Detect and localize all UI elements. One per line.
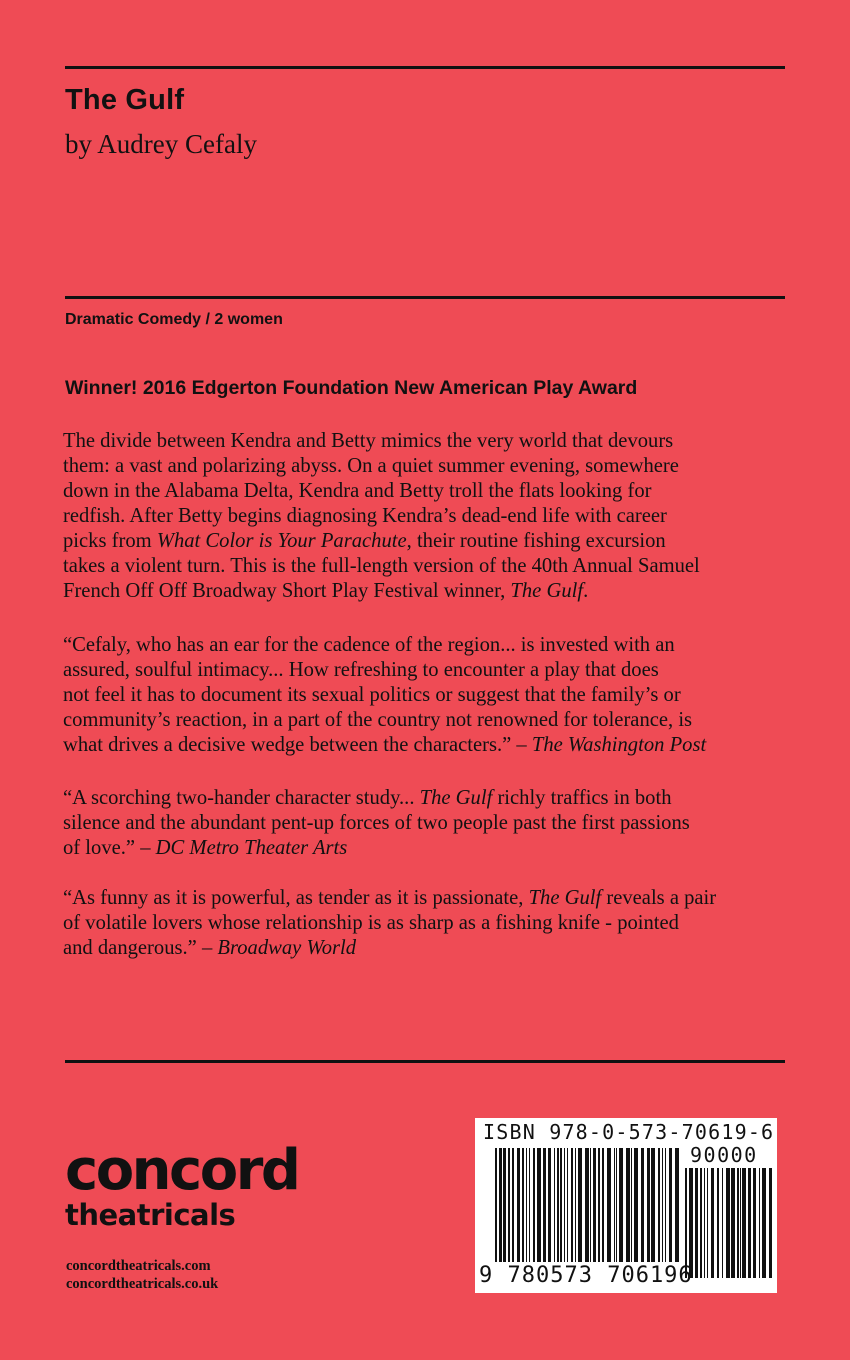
award-line: Winner! 2016 Edgerton Foundation New American Play Award xyxy=(65,377,638,399)
book-title: The Gulf xyxy=(65,84,185,116)
barcode-bar xyxy=(607,1148,611,1262)
text-line: not feel it has to document its sexual politics or suggest that the family’s or xyxy=(63,684,681,706)
barcode-bar xyxy=(669,1148,672,1262)
isbn-number: ISBN 978-0-573-70619-6 xyxy=(483,1120,775,1144)
text-line: redfish. After Betty begins diagnosing Kendra’s dead-end life with career xyxy=(63,505,667,527)
text-line: of love.” – DC Metro Theater Arts xyxy=(63,837,348,859)
top-rule xyxy=(65,66,785,69)
addon-barcode-bars xyxy=(685,1168,773,1286)
text-line: community’s reaction, in a part of the country not renowned for tolerance, is xyxy=(63,709,693,731)
text-line: French Off Off Broadway Short Play Festival winner, The Gulf. xyxy=(63,580,589,602)
review-quote-washington-post xyxy=(63,633,803,758)
barcode-bar xyxy=(675,1148,679,1262)
barcode-bar xyxy=(560,1148,562,1262)
barcode-bar xyxy=(753,1168,756,1278)
barcode-bar xyxy=(529,1148,530,1262)
publisher-logo: concord xyxy=(65,1138,299,1203)
text-line: down in the Alabama Delta, Kendra and Betty troll the flats looking for xyxy=(63,480,652,502)
barcode-bar xyxy=(590,1148,591,1262)
text-line: picks from What Color is Your Parachute, their routine fishing excursion xyxy=(63,530,666,552)
barcode-bar xyxy=(557,1148,559,1262)
barcode-bar xyxy=(512,1148,514,1262)
book-author: by Audrey Cefaly xyxy=(65,129,257,159)
barcode-bar xyxy=(647,1148,650,1262)
text-line: “As funny as it is powerful, as tender as it is passionate, The Gulf reveals a pair xyxy=(63,887,717,909)
publisher-url-us: concordtheatricals.com xyxy=(66,1258,211,1274)
barcode-bar xyxy=(707,1168,708,1278)
text-line: of volatile lovers whose relationship is as sharp as a fishing knife - pointed xyxy=(63,912,679,934)
text-line: and dangerous.” – Broadway World xyxy=(63,937,357,959)
barcode-bar xyxy=(575,1148,576,1262)
text-line: takes a violent turn. This is the full-length version of the 40th Annual Samuel xyxy=(63,555,700,577)
barcode-bar xyxy=(704,1168,705,1278)
barcode-bar xyxy=(665,1148,666,1262)
barcode-bar xyxy=(499,1148,502,1262)
isbn-barcode xyxy=(475,1118,777,1293)
publisher-logo-sub: theatricals xyxy=(65,1198,236,1232)
barcode-bar xyxy=(658,1148,660,1262)
barcode-bar xyxy=(522,1148,524,1262)
barcode-bar xyxy=(585,1148,589,1262)
barcode-bar xyxy=(619,1148,623,1262)
text-line: what drives a decisive wedge between the characters.” – The Washington Post xyxy=(63,734,707,756)
text-line: “Cefaly, who has an ear for the cadence of the region... is invested with an xyxy=(63,634,675,656)
barcode-bar xyxy=(634,1148,638,1262)
barcode-bar xyxy=(567,1148,568,1262)
barcode-bar xyxy=(731,1168,735,1278)
barcode-bar xyxy=(593,1148,596,1262)
barcode-bar xyxy=(564,1148,565,1262)
barcode-bar xyxy=(769,1168,772,1278)
genre-cast: Dramatic Comedy / 2 women xyxy=(65,311,283,328)
barcode-bar xyxy=(571,1148,573,1262)
barcode-bar xyxy=(651,1148,655,1262)
barcode-bar xyxy=(631,1148,632,1262)
barcode-bar xyxy=(685,1168,687,1278)
barcode-bar xyxy=(503,1148,506,1262)
barcode-bar xyxy=(517,1148,520,1262)
barcode-bar xyxy=(537,1148,541,1262)
barcode-bar xyxy=(722,1168,723,1278)
barcode-bar xyxy=(602,1148,604,1262)
barcode-bar xyxy=(641,1148,644,1262)
review-quote-dc-metro xyxy=(63,786,803,861)
price-code: 90000 xyxy=(690,1143,758,1167)
barcode-bar xyxy=(598,1148,600,1262)
barcode-bar xyxy=(616,1148,617,1262)
text-line: assured, soulful intimacy... How refreshing to encounter a play that does xyxy=(63,659,659,681)
barcode-bar xyxy=(711,1168,714,1278)
description-paragraph xyxy=(63,429,803,604)
barcode-bar xyxy=(726,1168,730,1278)
barcode-bar xyxy=(533,1148,535,1262)
ean-digits: 9 780573 706196 xyxy=(479,1263,693,1288)
barcode-bars xyxy=(495,1148,680,1270)
barcode-bar xyxy=(614,1148,615,1262)
text-line: them: a vast and polarizing abyss. On a quiet summer evening, somewhere xyxy=(63,455,679,477)
barcode-bar xyxy=(689,1168,693,1278)
barcode-bar xyxy=(742,1168,746,1278)
barcode-bar xyxy=(508,1148,510,1262)
middle-rule xyxy=(65,296,785,299)
barcode-bar xyxy=(495,1148,497,1262)
barcode-bar xyxy=(717,1168,719,1278)
barcode-bar xyxy=(740,1168,741,1278)
bottom-rule xyxy=(65,1060,785,1063)
review-quote-broadway-world xyxy=(63,886,803,961)
barcode-bar xyxy=(626,1148,630,1262)
text-line: “A scorching two-hander character study... The Gulf richly traffics in both xyxy=(63,787,672,809)
barcode-bar xyxy=(695,1168,698,1278)
text-line: silence and the abundant pent-up forces of two people past the first passions xyxy=(63,812,690,834)
barcode-bar xyxy=(737,1168,739,1278)
barcode-bar xyxy=(554,1148,555,1262)
barcode-bar xyxy=(748,1168,751,1278)
barcode-bar xyxy=(543,1148,546,1262)
barcode-bar xyxy=(578,1148,582,1262)
barcode-bar xyxy=(662,1148,663,1262)
barcode-bar xyxy=(526,1148,527,1262)
barcode-bar xyxy=(759,1168,760,1278)
text-line: The divide between Kendra and Betty mimics the very world that devours xyxy=(63,430,674,452)
barcode-bar xyxy=(548,1148,551,1262)
publisher-url-uk: concordtheatricals.co.uk xyxy=(66,1276,219,1292)
barcode-bar xyxy=(700,1168,702,1278)
barcode-bar xyxy=(762,1168,766,1278)
